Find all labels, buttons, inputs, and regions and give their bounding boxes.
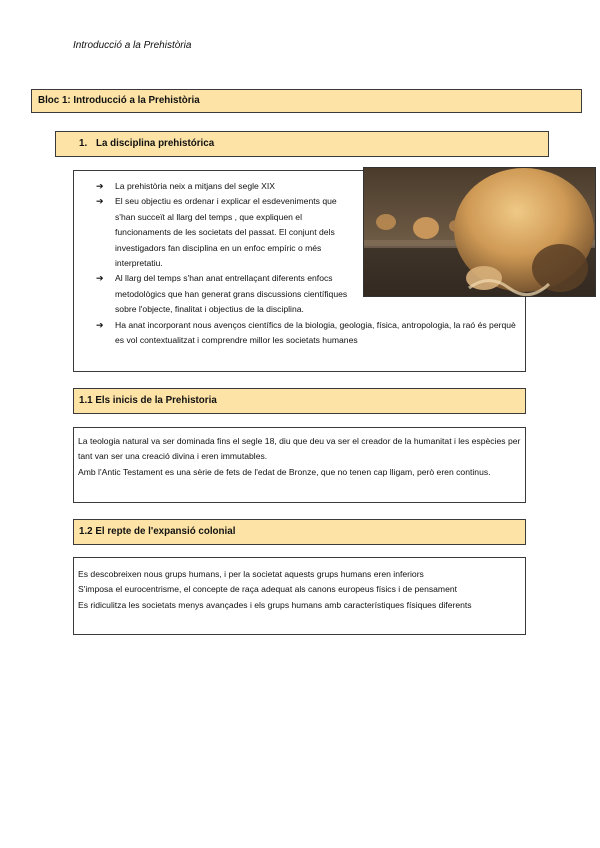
section-1-title: La disciplina prehistórica — [96, 138, 215, 150]
skull-photo-icon — [364, 168, 596, 297]
bloc-title-bar — [31, 89, 582, 113]
bullet-text: El seu objectiu es ordenar i explicar el esdeveniments que s'han succeït al llarg del temps , que expliquen el funcionaments de les societats del passat. El conjunt dels investigadors fan disciplina en un enfoc empíric o més interpretatiu. — [115, 196, 337, 269]
section-1-2-heading — [73, 519, 526, 545]
paragraph: Es descobreixen nous grups humans, i per la societat aquests grups humans eren inferiors — [78, 569, 424, 579]
arrow-bullet-icon: ➔ — [96, 273, 104, 284]
bullet-text: Al llarg del temps s'han anat entrellaçant diferents enfocs metodològics que han generat grans discussions científiques sobre l'objecte, finalitat i objectius de la disciplina. — [115, 273, 348, 315]
skull-photo — [363, 167, 596, 297]
section-1-2-title: 1.2 El repte de l'expansió colonial — [79, 526, 236, 538]
section-1-number: 1. — [79, 138, 88, 150]
paragraph: Es ridiculitza les societats menys avançades i els grups humans amb característiques físiques diferents — [78, 599, 472, 610]
arrow-bullet-icon: ➔ — [96, 319, 104, 330]
paragraph: La teologia natural va ser dominada fins el segle 18, diu que deu va ser el creador de la humanitat i les espècies per tant van ser una creació divina i eren immutables. — [78, 436, 521, 462]
section-1-heading — [55, 131, 549, 157]
bullet-text: Ha anat incorporant nous avenços científics de la biologia, geologia, física, antropologia, la raó és perquè es vol contextualitzat i comprendre millor les societats humanes — [115, 319, 516, 346]
paragraph: S'imposa el eurocentrisme, el concepte de raça adequat als canons europeus físics i de pensament — [78, 584, 458, 595]
arrow-bullet-icon: ➔ — [96, 181, 104, 191]
bloc-title: Bloc 1: Introducció a la Prehistòria — [38, 95, 200, 107]
bullet-text: La prehistòria neix a mitjans del segle XIX — [115, 181, 276, 191]
section-1-1-title: 1.1 Els inicis de la Prehistoria — [79, 395, 217, 407]
running-header: Introducció a la Prehistòria — [73, 40, 192, 51]
section-1-2-content-box — [73, 557, 526, 635]
bullet-item — [96, 318, 521, 349]
section-1-1-content-box — [73, 427, 526, 503]
section-1-1-heading — [73, 388, 526, 414]
paragraph: Amb l'Antic Testament es una sèrie de fets de l'edat de Bronze, que no tenen cap lligam, però eren continus. — [78, 466, 491, 477]
arrow-bullet-icon: ➔ — [96, 196, 104, 207]
